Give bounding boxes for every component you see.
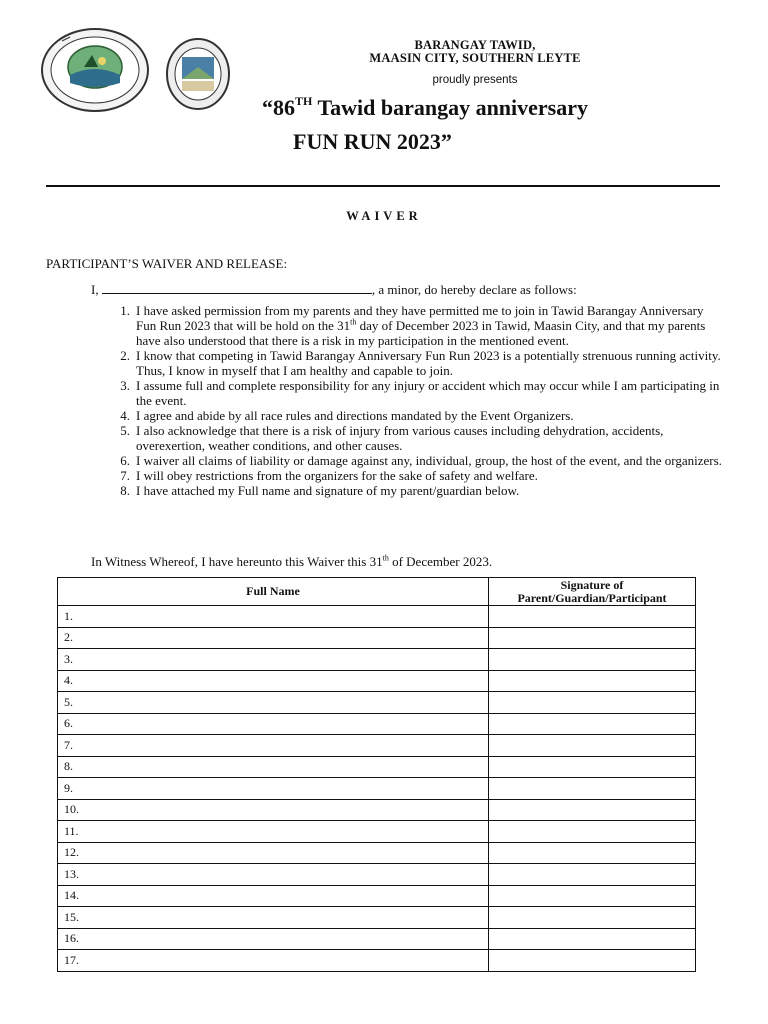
full-name-cell[interactable]: 15. — [58, 907, 489, 929]
table-row — [58, 885, 696, 907]
waiver-heading: WAIVER — [346, 209, 422, 223]
full-name-cell[interactable]: 9. — [58, 778, 489, 800]
signature-cell[interactable] — [489, 627, 696, 649]
full-name-cell[interactable]: 1. — [58, 606, 489, 628]
declaration-item: I have attached my Full name and signature of my parent/guardian below. — [136, 483, 520, 498]
signature-cell[interactable] — [489, 842, 696, 864]
declaration-item: I assume full and complete responsibility for any injury or accident which may occur while I am participating in the event. — [136, 378, 720, 408]
signature-cell[interactable] — [489, 735, 696, 757]
table-row — [58, 928, 696, 950]
table-row — [58, 649, 696, 671]
table-row — [58, 864, 696, 886]
table-row — [58, 670, 696, 692]
org-name-line1: BARANGAY TAWID, — [414, 38, 536, 52]
declaration-item: I agree and abide by all race rules and directions mandated by the Event Organizers. — [136, 408, 574, 423]
signature-cell[interactable] — [489, 649, 696, 671]
event-title: “86TH Tawid barangay anniversary — [262, 93, 589, 120]
full-name-cell[interactable]: 8. — [58, 756, 489, 778]
full-name-cell[interactable]: 11. — [58, 821, 489, 843]
signature-cell[interactable] — [489, 907, 696, 929]
signature-header: Signature of Parent/Guardian/Participant — [489, 578, 696, 606]
full-name-cell[interactable]: 17. — [58, 950, 489, 972]
org-name-line2: MAASIN CITY, SOUTHERN LEYTE — [369, 51, 581, 65]
full-name-cell[interactable]: 6. — [58, 713, 489, 735]
full-name-header: Full Name — [58, 578, 489, 606]
witness-statement: In Witness Whereof, I have hereunto this Waiver this 31th of December 2023. — [91, 553, 493, 569]
declaration-item: I will obey restrictions from the organizers for the sake of safety and welfare. — [136, 468, 538, 483]
full-name-cell[interactable]: 14. — [58, 885, 489, 907]
full-name-cell[interactable]: 12. — [58, 842, 489, 864]
table-row — [58, 842, 696, 864]
table-row — [58, 735, 696, 757]
signature-cell[interactable] — [489, 821, 696, 843]
table-row — [58, 606, 696, 628]
signature-cell[interactable] — [489, 885, 696, 907]
full-name-cell[interactable]: 4. — [58, 670, 489, 692]
full-name-cell[interactable]: 10. — [58, 799, 489, 821]
intro-statement: I, , a minor, do hereby declare as follows: — [91, 282, 577, 297]
signature-cell[interactable] — [489, 864, 696, 886]
event-subtitle: FUN RUN 2023” — [293, 129, 452, 154]
full-name-cell[interactable]: 5. — [58, 692, 489, 714]
signature-cell[interactable] — [489, 756, 696, 778]
release-heading: PARTICIPANT’S WAIVER AND RELEASE: — [46, 256, 288, 271]
signature-cell[interactable] — [489, 670, 696, 692]
signature-cell[interactable] — [489, 778, 696, 800]
signature-table — [57, 577, 696, 972]
table-row — [58, 778, 696, 800]
table-row — [58, 627, 696, 649]
table-row — [58, 692, 696, 714]
full-name-cell[interactable]: 2. — [58, 627, 489, 649]
declaration-list — [136, 303, 726, 498]
signature-cell[interactable] — [489, 606, 696, 628]
city-seal — [165, 37, 231, 111]
full-name-cell[interactable]: 7. — [58, 735, 489, 757]
table-row — [58, 907, 696, 929]
signature-cell[interactable] — [489, 950, 696, 972]
header-divider — [46, 185, 720, 187]
full-name-cell[interactable]: 16. — [58, 928, 489, 950]
presents-text: proudly presents — [432, 74, 518, 86]
barangay-official-seal — [40, 27, 151, 113]
signature-cell[interactable] — [489, 713, 696, 735]
table-row — [58, 821, 696, 843]
declaration-item: I waiver all claims of liability or damage against any, individual, group, the host of the event, and the organizers. — [136, 453, 722, 468]
declaration-item: I know that competing in Tawid Barangay Anniversary Fun Run 2023 is a potentially strenuous running activity. Thus, I know in myself that I am healthy and capable to join. — [136, 348, 721, 378]
declaration-item: I have asked permission from my parents and they have permitted me to join in Tawid Barangay Anniversary Fun Run 2023 that will be hold on the 31th day of December 2023 in Tawid, Maasin City, and that my parents have also understood that there is a risk in my participation in the mentioned event. — [136, 303, 706, 348]
signature-cell[interactable] — [489, 928, 696, 950]
table-row — [58, 756, 696, 778]
table-row — [58, 713, 696, 735]
full-name-cell[interactable]: 3. — [58, 649, 489, 671]
full-name-cell[interactable]: 13. — [58, 864, 489, 886]
declaration-item: I also acknowledge that there is a risk of injury from various causes including dehydration, accidents, overexertion, weather conditions, and other causes. — [136, 423, 664, 453]
participant-name-blank[interactable] — [102, 282, 372, 294]
signature-cell[interactable] — [489, 692, 696, 714]
signature-cell[interactable] — [489, 799, 696, 821]
table-row — [58, 799, 696, 821]
table-row — [58, 950, 696, 972]
